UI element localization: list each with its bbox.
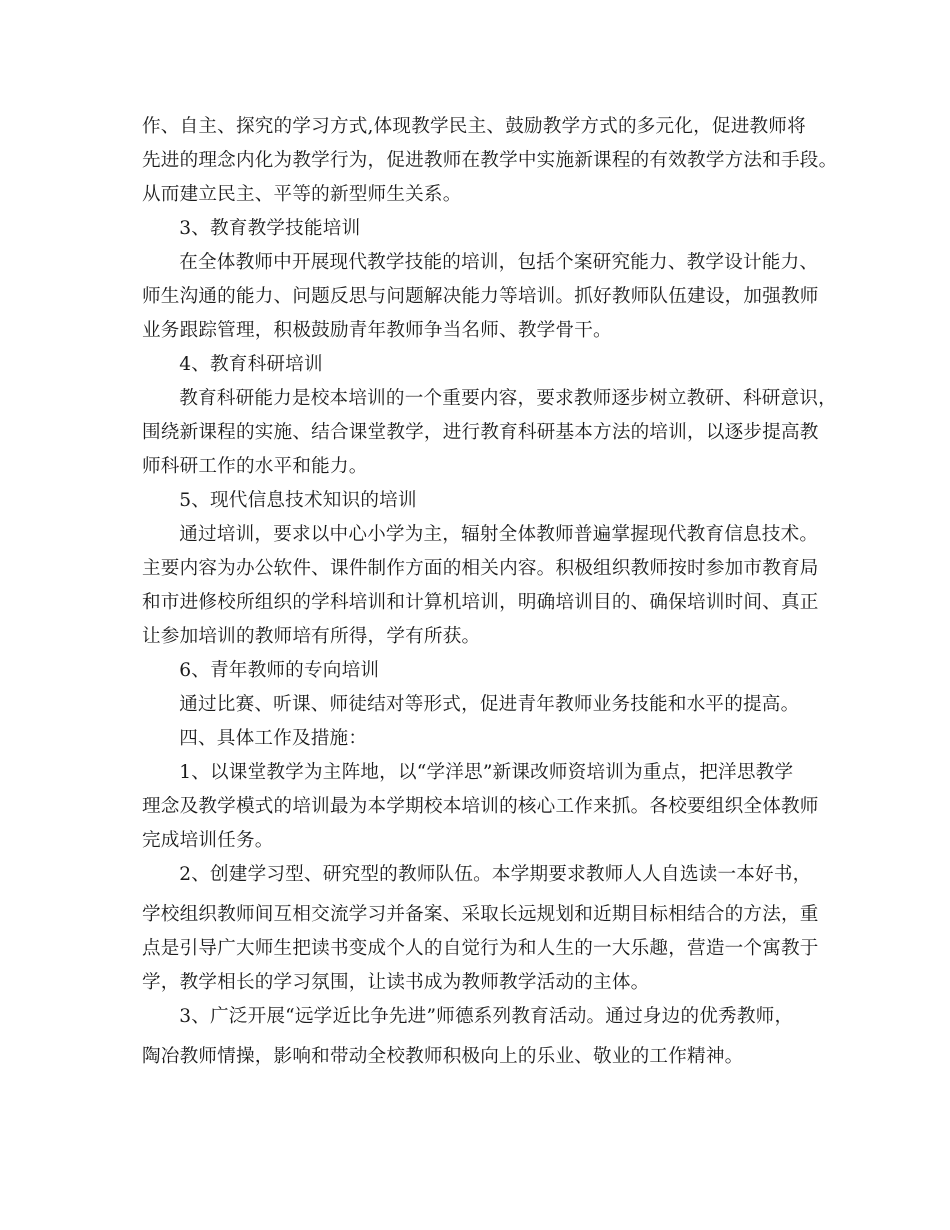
text-line: 四、具体工作及措施： xyxy=(179,728,368,749)
text-line: 和市进修校所组织的学科培训和计算机培训，明确培训目的、确保培训时间、真正 xyxy=(142,592,819,613)
text-line: 作、自主、探究的学习方式,体现教学民主、鼓励教学方式的多元化，促进教师将 xyxy=(142,116,806,137)
text-line: 6、青年教师的专向培训 xyxy=(179,660,380,681)
text-line: 教育科研能力是校本培训的一个重要内容，要求教师逐步树立教研、科研意识， xyxy=(179,388,837,409)
text-line: 围绕新课程的实施、结合课堂教学，进行教育科研基本方法的培训，以逐步提高教 xyxy=(142,422,819,443)
text-line: 陶冶教师情操，影响和带动全校教师积极向上的乐业、敬业的工作精神。 xyxy=(142,1046,744,1067)
text-line: 学校组织教师间互相交流学习并备案、采取长远规划和近期目标相结合的方法，重 xyxy=(142,904,819,925)
text-line: 先进的理念内化为教学行为，促进教师在教学中实施新课程的有效教学方法和手段。 xyxy=(142,150,838,171)
text-line: 学，教学相长的学习氛围，让读书成为教师教学活动的主体。 xyxy=(142,972,650,993)
text-line: 1、以课堂教学为主阵地，以“学洋思”新课改师资培训为重点，把洋思教学 xyxy=(179,762,794,783)
text-line: 通过比赛、听课、师徒结对等形式，促进青年教师业务技能和水平的提高。 xyxy=(179,694,800,715)
text-line: 4、教育科研培训 xyxy=(179,354,323,375)
text-line: 让参加培训的教师培有所得，学有所获。 xyxy=(142,626,481,647)
text-line: 从而建立民主、平等的新型师生关系。 xyxy=(142,184,462,205)
text-line: 师科研工作的水平和能力。 xyxy=(142,456,368,477)
text-line: 3、教育教学技能培训 xyxy=(179,218,361,239)
text-line: 3、广泛开展“远学近比争先进”师德系列教育活动。通过身边的优秀教师， xyxy=(179,1006,794,1027)
text-line: 主要内容为办公软件、课件制作方面的相关内容。积极组织教师按时参加市教育局 xyxy=(142,558,819,579)
text-line: 理念及教学模式的培训最为本学期校本培训的核心工作来抓。各校要组织全体教师 xyxy=(142,796,819,817)
text-line: 5、现代信息技术知识的培训 xyxy=(179,490,417,511)
text-line: 通过培训，要求以中心小学为主，辐射全体教师普遍掌握现代教育信息技术。 xyxy=(179,524,819,545)
text-line: 2、创建学习型、研究型的教师队伍。本学期要求教师人人自选读一本好书， xyxy=(179,864,812,885)
document-body xyxy=(142,110,838,1074)
text-line: 在全体教师中开展现代教学技能的培训，包括个案研究能力、教学设计能力、 xyxy=(179,252,819,273)
text-line: 完成培训任务。 xyxy=(142,830,274,851)
text-line: 业务跟踪管理，积极鼓励青年教师争当名师、教学骨干。 xyxy=(142,320,612,341)
text-line: 点是引导广大师生把读书变成个人的自觉行为和人生的一大乐趣，营造一个寓教于 xyxy=(142,938,819,959)
text-line: 师生沟通的能力、问题反思与问题解决能力等培训。抓好教师队伍建设，加强教师 xyxy=(142,286,819,307)
